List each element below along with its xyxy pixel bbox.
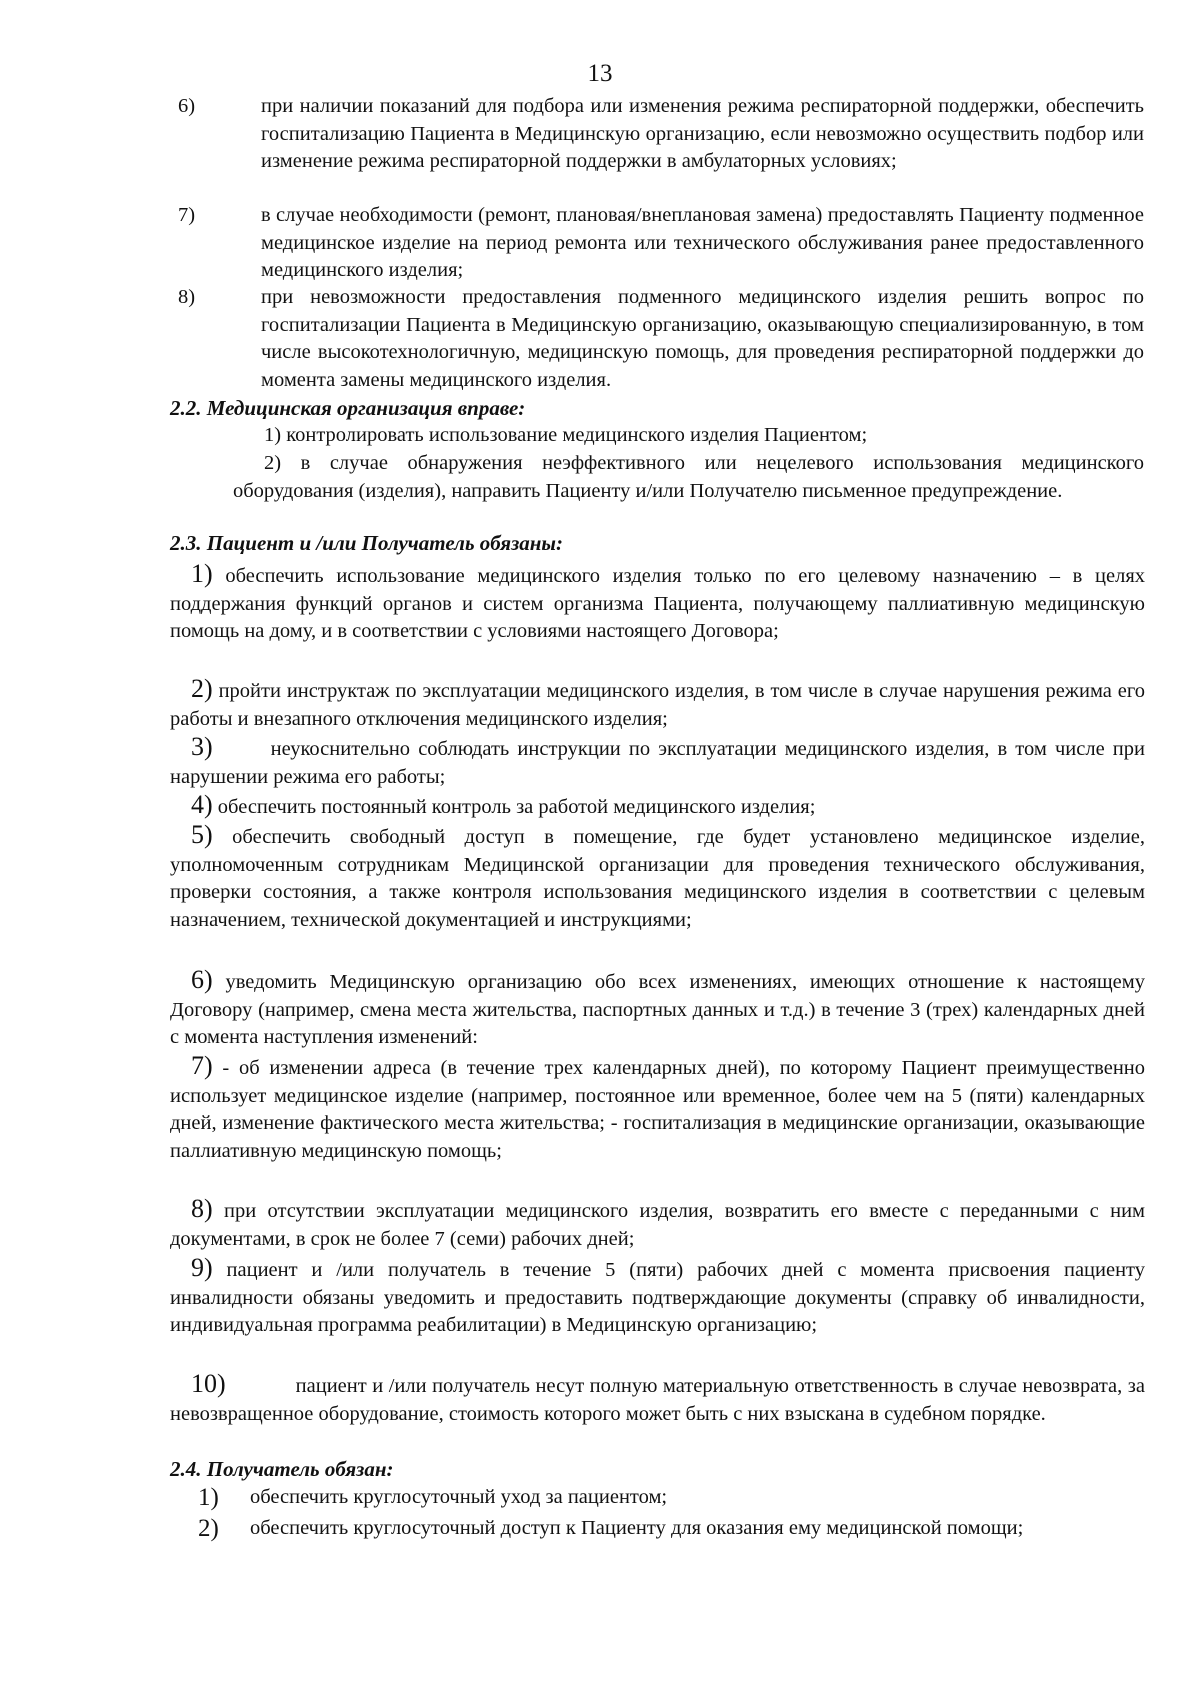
item-text: обеспечить постоянный контроль за работой медицинского изделия; (217, 796, 816, 818)
item-number: 9) (191, 1253, 213, 1282)
section23-item (170, 560, 1145, 646)
section-heading: 2.4. Получатель обязан: (170, 1457, 394, 1481)
item-number: 5) (191, 820, 213, 849)
list-item-number: 7) (178, 204, 196, 226)
item-text: обеспечить использование медицинского изделия только по его целевому назначению – в целях поддержания функций органов и систем организма Пациента, получающему паллиативную медицинскую помощь на дому, и в соответствии с условиями настоящего Договора; (170, 565, 1146, 642)
section24-item (198, 1515, 1144, 1543)
item-text: уведомить Медицинскую организацию обо всех изменениях, имеющих отношение к настоящему Договору (например, смена места жительства, паспортных данных и т.д.) в течение 3 (трех) календарных дней с момента наступления изменений: (170, 971, 1145, 1048)
item-number: 2) (191, 674, 213, 703)
section-heading: 2.3. Пациент и /или Получатель обязаны: (170, 531, 563, 555)
item-text: пациент и /или получатель несут полную материальную ответственность в случае невозврата, за невозвращенное оборудование, стоимость которого может быть с них взыскана в судебном порядке. (170, 1375, 1145, 1425)
item-number: 1) (191, 559, 213, 588)
section22-item2: 2) в случае обнаружения неэффективного или нецелевого использования медицинского оборудования (изделия), направить Пациенту и/или Получателю письменное предупреждение. (233, 452, 1144, 502)
item-number: 7) (191, 1051, 213, 1080)
item-text: обеспечить свободный доступ в помещение, где будет установлено медицинское изделие, уполномоченным сотрудникам Медицинской организации для проведения технического обслуживания, проверки состояния, а также контроля использования медицинского изделия в соответствии с целевым назначением, технической документацией и инструкциями; (170, 826, 1146, 931)
item-text: обеспечить круглосуточный уход за пациентом; (250, 1486, 668, 1508)
section23-item (170, 791, 1145, 822)
item-text: пройти инструктаж по эксплуатации медицинского изделия, в том числе в случае нарушения режима его работы и внезапного отключения медицинского изделия; (170, 680, 1146, 730)
list-item (178, 202, 1144, 285)
item-text: - об изменении адреса (в течение трех календарных дней), по которому Пациент преимущественно использует медицинское изделие (например, постоянное или временное, более чем на 5 (пяти) календарных дней, изменение фактического места жительства; - госпитализация в медицинские организации, оказывающие паллиативную медицинскую помощь; (170, 1057, 1146, 1162)
list-item-text: в случае необходимости (ремонт, плановая/внеплановая замена) предоставлять Пациенту подменное медицинское изделие на период ремонта или технического обслуживания ранее предоставленного медицинского изделия; (261, 204, 1144, 281)
section23-item (170, 1254, 1145, 1340)
list-item-number: 8) (178, 286, 196, 308)
section-heading: 2.2. Медицинская организация вправе: (170, 396, 526, 420)
section23-item (170, 821, 1145, 934)
list-item-text: при невозможности предоставления подменного медицинского изделия решить вопрос по госпитализации Пациента в Медицинскую организацию, оказывающую специализированную, в том числе высокотехнологичную, медицинскую помощь, для проведения респираторной поддержки до момента замены медицинского изделия. (261, 286, 1144, 391)
section23-item (170, 1370, 1145, 1428)
section24-item (198, 1484, 1144, 1512)
list-item-number: 6) (178, 95, 196, 117)
page-number: 13 (587, 60, 613, 87)
item-number: 4) (191, 790, 213, 819)
item-number: 1) (198, 1484, 219, 1511)
item-text: при отсутствии эксплуатации медицинского изделия, возвратить его вместе с переданными с ним документами, в срок не более 7 (семи) рабочих дней; (170, 1200, 1146, 1250)
section23-item (170, 675, 1145, 733)
item-number: 6) (191, 965, 213, 994)
list-item (178, 284, 1144, 394)
section23-item (170, 1195, 1145, 1253)
item-number: 10) (191, 1369, 226, 1398)
item-number: 3) (191, 732, 213, 761)
item-text: неукоснительно соблюдать инструкции по эксплуатации медицинского изделия, в том числе при нарушении режима его работы; (170, 738, 1145, 788)
item-number: 8) (191, 1194, 213, 1223)
item-text: обеспечить круглосуточный доступ к Пациенту для оказания ему медицинской помощи; (250, 1517, 1024, 1539)
section23-item (170, 733, 1145, 791)
item-text: пациент и /или получатель в течение 5 (пяти) рабочих дней с момента присвоения пациенту инвалидности обязаны уведомить и предоставить подтверждающие документы (справку об инвалидности, индивидуальная программа реабилитации) в Медицинскую организацию; (170, 1259, 1145, 1336)
section22-item1: 1) контролировать использование медицинского изделия Пациентом; (264, 424, 868, 446)
section23-item (170, 1052, 1145, 1165)
list-item (178, 93, 1144, 176)
item-number: 2) (198, 1515, 219, 1542)
list-item-text: при наличии показаний для подбора или изменения режима респираторной поддержки, обеспечить госпитализацию Пациента в Медицинскую организацию, если невозможно осуществить подбор или изменение режима респираторной поддержки в амбулаторных условиях; (261, 95, 1144, 172)
section23-item (170, 966, 1145, 1052)
